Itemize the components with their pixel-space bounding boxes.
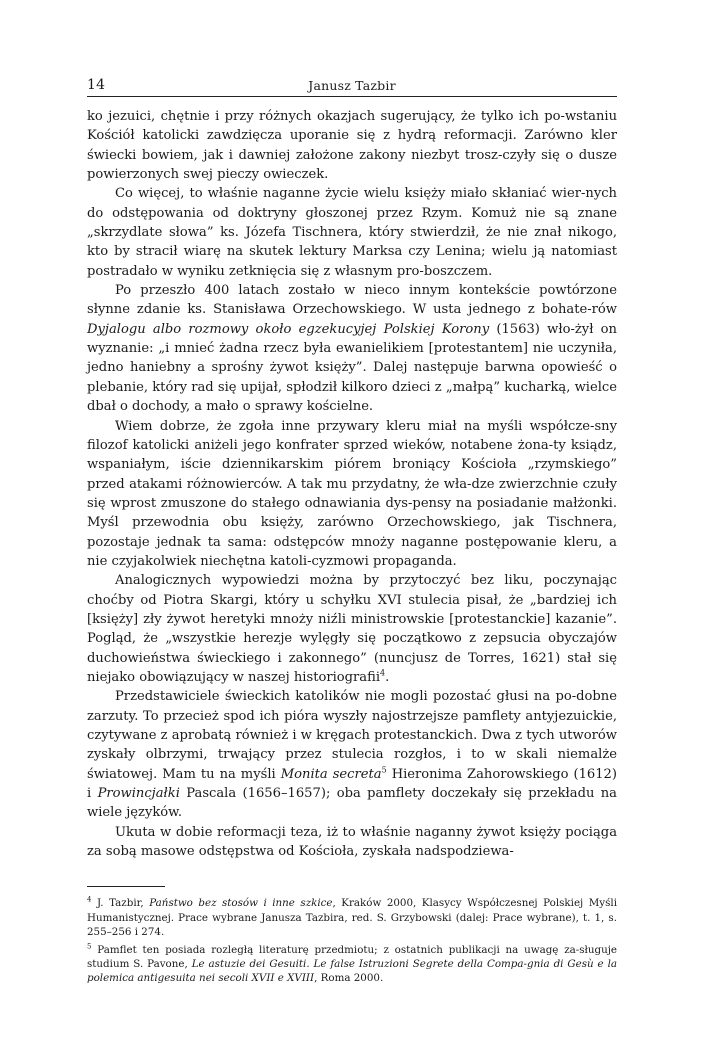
footnote-ref: 5 [381,765,387,775]
text-run: Po przeszło 400 latach zostało w nieco innym kontekście powtórzone słynne zdanie ks. Stanisława Orzechowskiego. W usta jednego z bohate-rów [87,283,617,318]
footnote-separator [87,886,165,887]
footnotes [87,896,617,985]
paragraph [87,571,617,687]
italic-title: Państwo bez stosów i inne szkice [149,897,333,910]
paragraph [87,107,617,184]
text-run: . [385,669,390,685]
page-header [87,76,617,97]
text-run: Przedstawiciele świeckich katolików nie mogli pozostać głusi na po-dobne zarzuty. To przecież spod ich pióra wyszły najostrzejsze pamflety antyjezuickie, czytywane z aprobatą również i w kręgach protestanckich. Dwa z tych utworów zyskały olbrzymi, trwający przez stulecia rozgłos, i to w skali niemalże światowej. Mam tu na myśli [87,689,617,782]
footnote-ref: 5 [87,942,92,951]
text-run: Pascala (1656–1657); oba pamflety doczekały się przekładu na wiele języków. [87,786,617,821]
italic-title: Prowincjałki [97,786,180,802]
paragraph [87,687,617,822]
page-number: 14 [87,77,106,93]
book-page [87,76,617,990]
italic-title: Monita secreta [280,766,382,782]
text-run: Co więcej, to właśnie naganne życie wielu księży miało skłaniać wier-nych do odstępowania od doktryny głoszonej przez Rzym. Komuż nie są znane „skrzydlate słowa” ks. Józefa Tischnera, który stwierdził, że nie znał nikogo, kto by stracił wiarę na skutek lektury Marksa czy Lenina; wielu ją natomiast postradało w wyniku zetknięcia się z własnym pro-boszczem. [87,186,617,279]
footnote [87,943,617,986]
text-run: Hieronima Zahorowskiego (1612) i [87,766,617,802]
italic-title: Le astuzie dei Gesuiti. Le false Istruzioni Segrete della Compa-gnia di Gesù e la polemica antigesuita nei secoli XVII e XVIII [87,958,618,985]
running-title: Janusz Tazbir [308,78,396,93]
paragraph [87,417,617,572]
text-run: Pamflet ten posiada rozległą literaturę przedmiotu; z ostatnich publikacji na uwagę za-sługuje studium S. Pavone, [87,944,617,971]
text-run: (1563) wło-żył on wyznanie: „i mnieć żadna rzecz była ewanielikiem [protestantem] nie uczyniła, jedno haniebny a sprośny żywot księży”. Dalej następuje barwna opowieść o plebanie, który rad się upijał, spłodził kilkoro dzieci z „małpą” kucharką, wielce dbał o dochody, a mało o sprawy kościelne. [87,321,617,415]
text-run: J. Tazbir, [91,897,150,910]
text-run: Wiem dobrze, że zgoła inne przywary kleru miał na myśli współcze-sny filozof katolicki aniżeli jego konfrater sprzed wieków, notabene żona-ty ksiądz, wspaniałym, iście dziennikarskim piórem broniący Kościoła „rzymskiego” przed atakami różnowierców. A tak mu przydatny, że wła-dze zwierzchnie czuły się wprost zmuszone do stałego odnawiania dys-pensy na posiadanie małżonki. Myśl przewodnia obu księży, zarówno Orzechowskiego, jak Tischnera, pozostaje jednak ta sama: odstępców mnoży naganne postępowanie kleru, a nie czyjakolwiek niechętna katoli-cyzmowi propaganda. [87,418,617,569]
text-run: Ukuta w dobie reformacji teza, iż to właśnie naganny żywot księży pociąga za sobą masowe odstępstwa od Kościoła, zyskała nadspodziewa- [87,824,617,860]
paragraph [87,823,617,862]
body-text [87,107,617,861]
footnote-ref: 4 [380,668,386,678]
paragraph [87,281,617,416]
text-run: , Kraków 2000, Klasycy Współczesnej Polskiej Myśli Humanistycznej. Prace wybrane Janusza Tazbira, red. S. Grzybowski (dalej: Prace wybrane), t. 1, s. 255–256 i 274. [87,897,617,938]
paragraph [87,184,617,281]
text-run: Analogicznych wypowiedzi można by przytoczyć bez liku, poczynając choćby od Piotra Skargi, który u schyłku XVI stulecia pisał, że „bardziej ich [księży] zły żywot heretyki mnoży niźli ministrowskie [protestanckie] kazanie”. Pogląd, że „wszystkie herezje wylęgły się początkowo z zepsucia obyczajów duchowieństwa świeckiego i zakonnego” (nuncjusz de Torres, 1621) stał się niejako obowiązujący w naszej historiografii [87,573,617,685]
text-run: , Roma 2000. [314,972,384,985]
footnote-ref: 4 [87,895,92,904]
text-run: ko jezuici, chętnie i przy różnych okazjach sugerujący, że tylko ich po-wstaniu Kościół katolicki zawdzięcza uporanie się z hydrą reformacji. Zarówno kler świecki bowiem, jak i dawniej założone zakony niezbyt trosz-czyły się o dusze powierzonych swej pieczy owieczek. [87,109,617,183]
italic-title: Dyjalogu albo rozmowy około egzekucyjej Polskiej Korony [87,321,490,337]
footnote [87,896,617,939]
